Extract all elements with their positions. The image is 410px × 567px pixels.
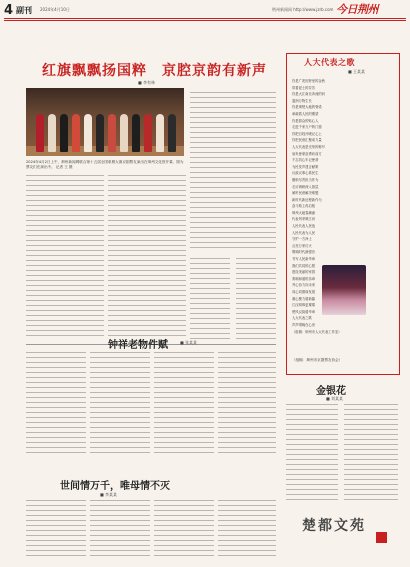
jinyinhua-body-col-2 — [344, 404, 398, 504]
issue-date: 2024年4月10日 — [40, 7, 70, 12]
poem-line: 凝心聚力谱新篇 — [292, 296, 316, 301]
poem-line: 荆州大地春潮涌 — [292, 210, 316, 215]
poem-line: 肩负使命奋勇向前方 — [292, 151, 322, 156]
essay-body-col-1 — [26, 500, 86, 560]
performer-figure — [132, 114, 140, 152]
essay-body-col-4 — [218, 500, 276, 560]
lead-body-col-5 — [236, 258, 276, 340]
poem-line: 你是广袤田野里的金秋 — [292, 79, 325, 83]
opera-performer-photo — [322, 265, 366, 315]
poem-line: 代表风采映江河 — [292, 217, 316, 222]
poem-line: 新时代新征程新作为 — [292, 197, 322, 202]
performer-figure — [168, 114, 176, 152]
poem-line: 走进千家万户的门窗 — [292, 125, 322, 130]
feature-headline: 钟祥老物件赋 — [108, 340, 168, 351]
poem-line: 同心同德谋发展 — [292, 290, 316, 294]
performer-figure — [72, 114, 80, 152]
poem-line: 议政议事心系民生 — [292, 171, 319, 176]
poem-line: 齐心协力向未来 — [292, 283, 316, 288]
poem-line: 人民代表人民选 — [292, 224, 316, 229]
poem-line: 你是荆楚大地的脊梁 — [292, 105, 322, 110]
poem-line: 你把民意汇聚成力量 — [292, 138, 322, 143]
header-rule — [4, 18, 406, 19]
lead-body-col-3 — [190, 92, 276, 252]
poem-line: 你是大江南北奔流的河 — [292, 92, 325, 97]
performer-figure — [96, 114, 104, 152]
poem-box-title: 人大代表之歌 — [304, 58, 355, 67]
poem-line: 为民发声建言献策 — [292, 164, 319, 169]
performer-figure — [84, 114, 92, 152]
poem-line: 奏响和谐的乐章 — [292, 276, 316, 281]
poem-line: 走访调研深入基层 — [292, 184, 319, 189]
poem-line: 声声唱响在心房 — [292, 322, 316, 327]
performer-figure — [48, 114, 56, 152]
feature-body-col-2 — [90, 352, 150, 457]
right-box-footer: （组稿：荆州市京剧票友协会） — [292, 358, 343, 362]
header-rule-thin — [4, 20, 406, 21]
poem-line: 守护一方净土 — [292, 237, 312, 242]
poem-line: 你是群众的贴心人 — [292, 118, 319, 123]
essay-headline: 世间情万千，唯母情不灭 — [60, 481, 170, 492]
poem-line: 奋斗路上再启航 — [292, 204, 316, 209]
lead-byline: ■ 李有林 — [138, 80, 156, 85]
poem-line: 我们共同的心愿 — [292, 263, 316, 268]
poem-line: 人大代表是光荣的称号 — [292, 144, 325, 149]
lead-body-col-1 — [26, 175, 104, 340]
poem-line: 楚风汉韵谱华章 — [292, 309, 316, 314]
poem-box-byline: ■ 王某某 — [348, 69, 366, 74]
lead-headline: 红旗飘飘扬国粹 京腔京韵有新声 — [42, 63, 267, 79]
poem-line: 不忘初心牢记使命 — [292, 158, 319, 163]
essay-body-col-2 — [90, 500, 150, 560]
poem-line: 你把百姓冷暖记心上 — [292, 131, 322, 136]
poem-line: 人大代表之歌 — [292, 316, 312, 321]
essay-byline: ■ 李某某 — [100, 492, 118, 497]
jinyinhua-body-col-1 — [286, 404, 338, 504]
column-title: 楚都文苑 — [302, 518, 366, 534]
performer-figure — [120, 114, 128, 152]
lead-body-col-4 — [190, 258, 230, 340]
poem-line: 江汉明珠更璀璨 — [292, 303, 316, 308]
page-number: 4 — [4, 3, 14, 18]
website-url[interactable]: 荆州新闻网 http://www.jzrb.com — [272, 7, 334, 12]
poem-line: 书写人民新华章 — [292, 257, 316, 262]
poem-line: （组稿：荆州市人大代表工作室） — [292, 329, 342, 334]
feature-byline: ■ 张某某 — [180, 340, 198, 345]
section-name: 副刊 — [16, 6, 32, 15]
poem-line: 滋润万物生长 — [292, 98, 312, 103]
feature-body-col-1 — [26, 352, 86, 457]
jinyinhua-title: 金银花 — [316, 386, 346, 397]
column-seal-icon — [376, 532, 387, 543]
poem-line: 点亮万家灯火 — [292, 243, 312, 248]
feature-body-col-4 — [218, 352, 276, 457]
photo-caption: 2024年4月2日上午，荆州新闻网联合第十五届全国象棋大赛京剧票友演出在荆州文化馆开幕，图为票友们在演出中。 记者 王 摄 — [26, 160, 184, 169]
jinyinhua-byline: ■ 刘某某 — [326, 396, 344, 401]
poem-line: 履职尽责担当作为 — [292, 177, 319, 182]
poem-line: 人民代表为人民 — [292, 230, 316, 235]
performer-figure — [60, 114, 68, 152]
feature-body-col-3 — [154, 352, 214, 457]
performer-figure — [36, 114, 44, 152]
poem-line: 带着泥土的芬芳 — [292, 85, 316, 90]
newspaper-logo: 今日荆州 — [336, 3, 378, 16]
lead-body-col-2 — [108, 175, 186, 340]
stage-photo — [26, 88, 184, 156]
poem-line: 建设美丽的家园 — [292, 270, 316, 275]
poem-line: 倾听民意解决难题 — [292, 191, 319, 196]
poem-line: 唱响时代最强音 — [292, 250, 316, 255]
poem-line: 承载着人民的期望 — [292, 111, 319, 116]
performer-figure — [156, 114, 164, 152]
performer-figure — [108, 114, 116, 152]
performer-figure — [144, 114, 152, 152]
essay-body-col-3 — [154, 500, 214, 560]
